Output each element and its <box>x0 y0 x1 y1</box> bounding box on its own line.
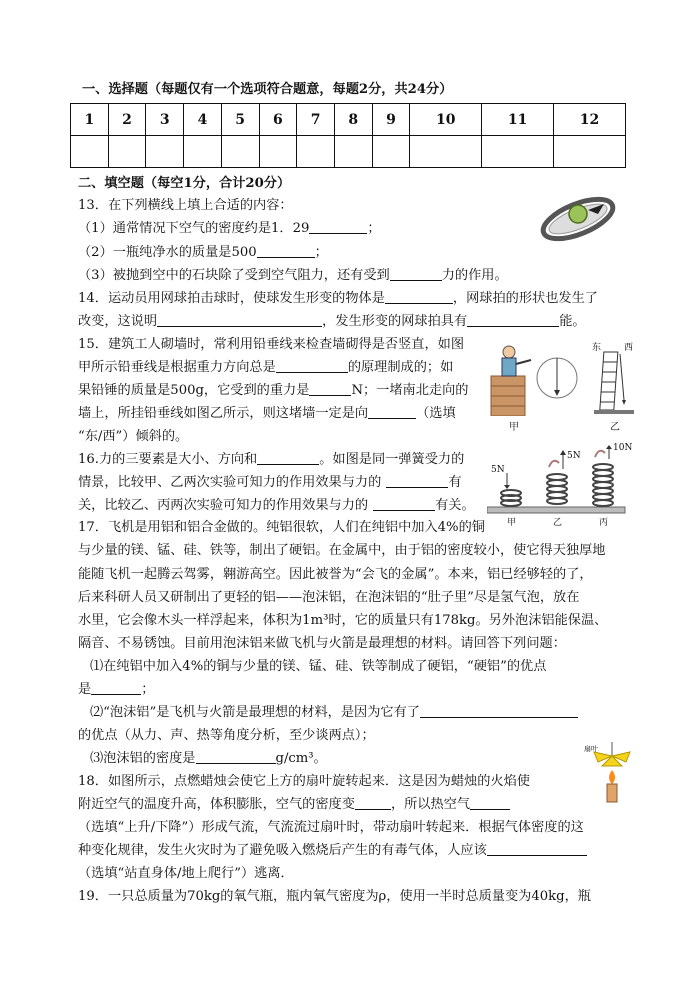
q13-c-tail: 力的作用。 <box>441 268 508 283</box>
q16-l1-text: 16.力的三要素是大小、方向和 <box>78 452 258 467</box>
q16-l2-text: 情景，比较甲、乙两次实验可知力的作用效果与力的 <box>78 475 382 490</box>
section-1-title: 一、选择题（每题仅有一个选项符合题意，每题2分，共24分） <box>82 82 453 97</box>
blank[interactable] <box>470 796 510 810</box>
answer-header-row <box>71 104 626 136</box>
q15-l4-tail: （选填 <box>416 406 456 421</box>
q17-p3-unit: g/cm³。 <box>275 751 327 766</box>
blank[interactable] <box>368 405 416 419</box>
answer-cell[interactable] <box>554 136 626 168</box>
q16-l1-tail: 。如图是同一弹簧受力的 <box>319 452 465 467</box>
blank[interactable] <box>487 842 587 856</box>
q16-l3-tail: 有关。 <box>435 498 475 513</box>
blank[interactable] <box>373 497 435 511</box>
answer-col-9: 9 <box>372 104 410 136</box>
q17-line3: 能随飞机一起腾云驾雾，翱游高空。因此被誉为“会飞的金属”。本来，铝已经够轻的了， <box>78 567 593 582</box>
q17-part2-tail: 的优点（从力、声、热等角度分析，至少谈两点）； <box>78 728 375 743</box>
figure-label-jia: 甲 <box>509 422 519 433</box>
q17-part1-answer <box>78 681 154 699</box>
figure-label-dong: 东 <box>592 343 602 353</box>
answer-cell[interactable] <box>334 136 372 168</box>
q18-l2-text: 附近空气的温度升高，体积膨胀，空气的密度变 <box>78 797 355 812</box>
q14-l2-mid: ，发生形变的网球拍具有 <box>322 314 468 329</box>
q18-line4 <box>78 842 587 860</box>
blank[interactable] <box>257 244 315 258</box>
answer-cell[interactable] <box>221 136 259 168</box>
answer-cell[interactable] <box>108 136 146 168</box>
q15-l4-text: 墙上，所挂铅垂线如图乙所示，则这堵墙一定是向 <box>78 406 369 421</box>
q18-line3: （选填“上升/下降”）形成气流，气流流过扇叶时，带动扇叶转起来．根据气体密度的这 <box>78 820 584 835</box>
q13-b-text: （2）一瓶纯净水的质量是500 <box>78 245 257 260</box>
q17-line6: 隔音、不易锈蚀。目前用泡沫铝来做飞机与火箭是最理想的材料。请回答下列问题： <box>78 636 566 651</box>
q13-b: （2）一瓶纯净水的质量是500 ； <box>78 245 328 260</box>
q18-line5: （选填“站直身体/地上爬行”）逃离． <box>78 866 294 881</box>
answer-col-2: 2 <box>108 104 146 136</box>
q14-line1 <box>78 290 598 308</box>
q16-line2 <box>78 474 462 492</box>
q13-a-text: （1）通常情况下空气的密度约是1．29 <box>78 221 310 236</box>
blank[interactable] <box>467 313 559 327</box>
q17-p3-text: ⑶泡沫铝的密度是 <box>90 751 196 766</box>
answer-cell[interactable] <box>372 136 410 168</box>
q16-line1 <box>78 451 464 469</box>
q13-a: （1）通常情况下空气的密度约是1．29 ； <box>78 221 381 236</box>
blank[interactable] <box>385 290 453 304</box>
q16-l2-tail: 有 <box>448 475 462 490</box>
blank[interactable] <box>420 704 578 718</box>
tennis-racket-figure <box>538 188 618 250</box>
q14-line2 <box>78 313 586 331</box>
q15-l3-text: 果铅锤的质量是500g，它受到的重力是 <box>78 383 310 398</box>
fan-label: 扇叶 <box>584 745 598 753</box>
section-2-title: 二、填空题（每空1分，合计20分） <box>78 176 291 191</box>
answer-col-8: 8 <box>334 104 372 136</box>
q13-c <box>78 267 508 285</box>
answer-cell[interactable] <box>71 136 109 168</box>
blank[interactable] <box>257 451 319 465</box>
q18-line1: 18．如图所示，点燃蜡烛会使它上方的扇叶旋转起来．这是因为蜡烛的火焰使 <box>78 774 530 789</box>
q16-l3-text: 关，比较乙、丙两次实验可知力的作用效果与力的 <box>78 498 369 513</box>
answer-col-5: 5 <box>221 104 259 136</box>
q17-p1-label: 是 <box>78 682 92 697</box>
q17-line2: 与少量的镁、锰、硅、铁等，制出了硬铝。在金属中，由于铝的密度较小，使它得天独厚地 <box>78 543 606 558</box>
answer-cell[interactable] <box>482 136 554 168</box>
q17-p1-tail: ； <box>141 682 155 697</box>
q13-c-text: （3）被抛到空中的石块除了受到空气阻力，还有受到 <box>78 268 390 283</box>
answer-cell[interactable] <box>410 136 482 168</box>
figure-label-xi: 西 <box>624 343 634 353</box>
q15-l2-text: 甲所示铅垂线是根据重力方向总是 <box>78 360 276 375</box>
q15-line3 <box>78 382 468 400</box>
blank[interactable] <box>355 796 391 810</box>
caption-jia: 甲 <box>507 518 517 528</box>
blank[interactable] <box>309 382 351 396</box>
q17-p2-text: ⑵“泡沫铝”是飞机与火箭是最理想的材料，是因为它有了 <box>90 705 420 720</box>
answer-col-3: 3 <box>146 104 184 136</box>
q15-line2 <box>78 359 453 377</box>
answer-col-1: 1 <box>71 104 109 136</box>
q18-line2 <box>78 796 510 814</box>
spring-figure <box>487 443 633 528</box>
answer-cell[interactable] <box>146 136 184 168</box>
blank[interactable] <box>276 359 348 373</box>
q17-part2 <box>90 704 578 722</box>
q18-l2-tail: ，所以热空气 <box>390 797 471 812</box>
q18-l4-text: 种变化规律，发生火灾时为了避免吸入燃烧后产生的有毒气体，人应该 <box>78 843 487 858</box>
answer-col-4: 4 <box>184 104 222 136</box>
blank[interactable] <box>390 267 442 281</box>
q17-part1: ⑴在纯铝中加入4%的铜与少量的镁、锰、硅、铁等制成了硬铝，“硬铝”的优点 <box>90 659 547 674</box>
q15-line5: “东/西”）倾斜的。 <box>78 429 189 444</box>
answer-col-10: 10 <box>410 104 482 136</box>
q15-line1: 15．建筑工人砌墙时，常利用铅垂线来检查墙砌得是否竖直，如图 <box>78 337 465 352</box>
caption-bing: 丙 <box>599 518 609 528</box>
q17-part3 <box>90 750 327 768</box>
plumb-line-figure-jia <box>485 340 585 433</box>
answer-col-6: 6 <box>259 104 297 136</box>
figure-label-yi: 乙 <box>610 422 620 433</box>
q19-line1: 19．一只总质量为70kg的氧气瓶，瓶内氧气密度为ρ，使用一半时总质量变为40kg，瓶 <box>78 889 591 904</box>
blank[interactable] <box>91 681 141 695</box>
force-label-3: 10N <box>613 443 633 453</box>
q16-line3 <box>78 497 475 515</box>
answer-col-12: 12 <box>554 104 626 136</box>
answer-cell[interactable] <box>297 136 335 168</box>
force-label-2: 5N <box>567 451 581 461</box>
q14-l1-text: 14．运动员用网球拍击球时，使球发生形变的物体是 <box>78 291 385 306</box>
q17-line1: 17．飞机是用铝和铝合金做的。纯铝很软，人们在纯铝中加入4%的铜 <box>78 520 485 535</box>
caption-yi: 乙 <box>553 518 563 528</box>
blank[interactable] <box>196 750 276 764</box>
answer-col-11: 11 <box>482 104 554 136</box>
answer-input-row <box>71 136 626 168</box>
blank[interactable] <box>309 220 367 234</box>
candle-fan-figure <box>584 742 638 804</box>
q14-l1-tail: ，网球拍的形状也发生了 <box>452 291 598 306</box>
q14-l2-tail: 能。 <box>559 314 586 329</box>
q17-line4: 后来科研人员又研制出了更轻的铝——泡沫铝，在泡沫铝的“肚子里”尽是氢气泡，放在 <box>78 590 580 605</box>
q14-l2-text: 改变，这说明 <box>78 314 158 329</box>
q15-l2-tail: 的原理制成的；如 <box>347 360 454 375</box>
q15-line4 <box>78 405 456 423</box>
answer-cell[interactable] <box>259 136 297 168</box>
answer-table <box>70 103 626 168</box>
answer-cell[interactable] <box>184 136 222 168</box>
force-label-1: 5N <box>491 465 505 475</box>
blank[interactable] <box>386 474 448 488</box>
plumb-line-figure-yi <box>590 340 640 433</box>
q13-stem: 13．在下列横线上填上合适的内容： <box>78 198 293 213</box>
q15-l3-tail: N；一堵南北走向的 <box>351 383 469 398</box>
blank[interactable] <box>157 313 322 327</box>
answer-col-7: 7 <box>297 104 335 136</box>
q17-line5: 水里，它会像木头一样浮起来，体积为1m³时，它的质量只有178kg。另外泡沫铝能保温、 <box>78 613 608 628</box>
